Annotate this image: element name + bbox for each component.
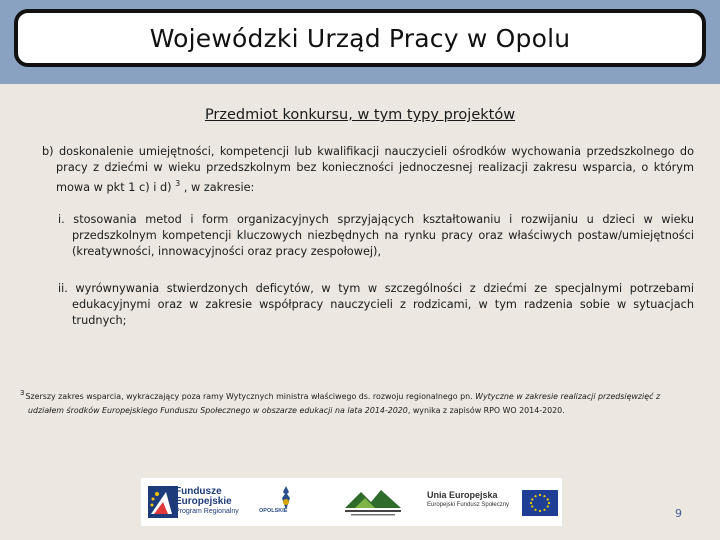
opolskie-crest-icon (261, 484, 311, 522)
eu-flag-icon (522, 490, 558, 516)
ue-line2: Europejski Fundusz Społeczny (427, 502, 510, 508)
logo-strip (141, 478, 562, 526)
footnote (20, 390, 680, 418)
footnote-italic-1: Wytyczne w zakresie realizacji przedsięwzięć z (475, 392, 661, 401)
unia-europejska-wordmark (427, 490, 509, 538)
footnote-tail: , wynika z zapisów RPO WO 2014-2020. (407, 406, 565, 415)
title-box (14, 9, 706, 67)
fundusze-europejskie-wordmark (175, 487, 239, 535)
opolskie-label: OPOLSKIE (259, 508, 288, 514)
page-number: 9 (675, 507, 682, 520)
list-item-i: i. stosowania metod i form organizacyjnych sprzyjających kształtowaniu i rozwijaniu u dzieci w wieku przedszkolnym kompetencji kluczowych niezbędnych na rynku pracy oraz właściwych postaw/umiejętności (kreatywności, innowacyjności oraz pracy zespołowej), (58, 213, 694, 258)
footnote-mark: 3 (20, 389, 25, 397)
ue-line1: Unia Europejska (427, 490, 498, 500)
paragraph-b-tail: , w zakresie: (183, 180, 255, 194)
fe-line1: Fundusze (175, 486, 222, 497)
fe-line2: Europejskie (175, 496, 232, 507)
paragraph-b (42, 144, 694, 196)
wup-opole-logo-icon (339, 484, 413, 520)
list-item-ii: ii. wyrównywania stwierdzonych deficytów, w tym w szczególności z dziećmi ze specjalnymi potrzebami edukacyjnymi oraz w zakresie współpracy nauczycieli z rodzicami, w tym radzenia sobie w sytuacjach trudnych; (58, 282, 694, 327)
fe-line3: Program Regionalny (175, 508, 239, 515)
footnote-ref: 3 (175, 179, 181, 188)
section-subtitle: Przedmiot konkursu, w tym typy projektów (204, 107, 516, 123)
footnote-text: Szerszy zakres wsparcia, wykraczający poza ramy Wytycznych ministra właściwego ds. rozwoju regionalnego pn. (25, 392, 473, 401)
paragraph-b-text: b) doskonalenie umiejętności, kompetencji lub kwalifikacji nauczycieli ośrodków wychowania przedszkolnego do pracy z dziećmi w wieku przedszkolnym bez konieczności jednoczesnej realizacji zakresu wsparcia, o którym mowa w pkt 1 c) i d) (42, 145, 694, 194)
page-title: Wojewódzki Urząd Pracy w Opolu (149, 23, 571, 53)
footnote-italic-2: udziałem środków Europejskiego Funduszu Społecznego w obszarze edukacji na lata 2014-2020 (28, 406, 408, 415)
